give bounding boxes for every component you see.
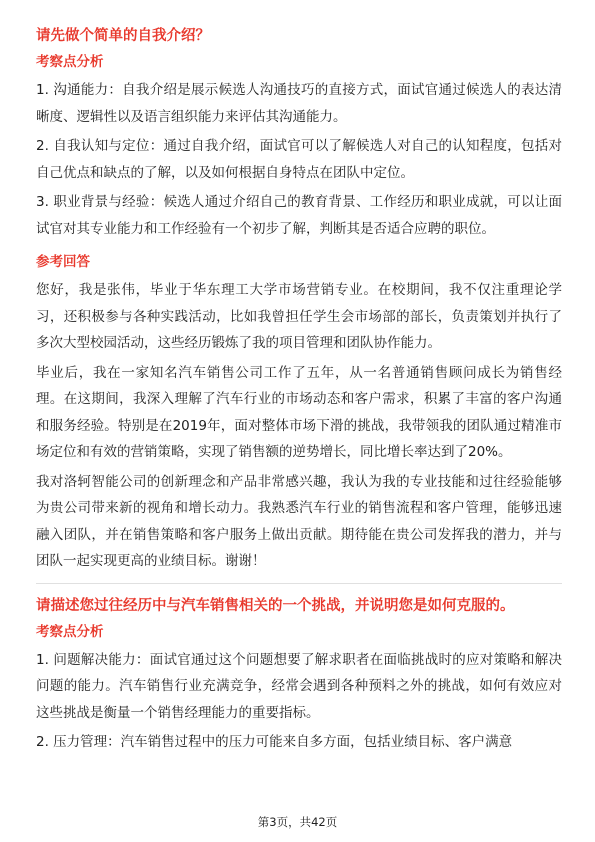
document-page xyxy=(36,26,562,759)
analysis-item: 1. 沟通能力：自我介绍是展示候选人沟通技巧的直接方式，面试官通过候选人的表达清晰度、逻辑性以及语言组织能力来评估其沟通能力。 xyxy=(36,82,562,125)
divider xyxy=(36,583,562,584)
answer-paragraph: 毕业后，我在一家知名汽车销售公司工作了五年，从一名普通销售顾问成长为销售经理。在这期间，我深入理解了汽车行业的市场动态和客户需求，积累了丰富的客户沟通和服务经验。特别是在2019年，面对整体市场下滑的挑战，我带领我的团队通过精准市场定位和有效的营销策略，实现了销售额的逆势增长，同比增长率达到了20%。 xyxy=(36,364,562,460)
analysis-item: 2. 压力管理：汽车销售过程中的压力可能来自多方面，包括业绩目标、客户满意 xyxy=(36,734,513,750)
analysis-heading: 考察点分析 xyxy=(36,623,104,640)
qa-block-2 xyxy=(36,596,562,756)
answer-paragraph: 您好，我是张伟，毕业于华东理工大学市场营销专业。在校期间，我不仅注重理论学习，还积极参与各种实践活动，比如我曾担任学生会市场部的部长，负责策划并执行了多次大型校园活动，这些经历锻炼了我的项目管理和团队协作能力。 xyxy=(36,282,562,351)
answer-heading: 参考回答 xyxy=(36,254,90,270)
question-title: 请先做个简单的自我介绍？ xyxy=(36,28,210,44)
answer-paragraph: 我对洛轲智能公司的创新理念和产品非常感兴趣，我认为我的专业技能和过往经验能够为贵公司带来新的视角和增长动力。我熟悉汽车行业的销售流程和客户管理，能够迅速融入团队，并在销售策略和客户服务上做出贡献。期待能在贵公司发挥我的潜力，并与团队一起实现更高的业绩目标。谢谢！ xyxy=(36,473,562,569)
analysis-item: 1. 问题解决能力：面试官通过这个问题想要了解求职者在面临挑战时的应对策略和解决问题的能力。汽车销售行业充满竞争，经常会遇到各种预料之外的挑战，如何有效应对这些挑战是衡量一个销售经理能力的重要指标。 xyxy=(36,651,562,721)
qa-block-1 xyxy=(36,26,562,575)
page-number: 第3页，共42页 xyxy=(257,815,338,829)
question-title: 请描述您过往经历中与汽车销售相关的一个挑战，并说明您是如何克服的。 xyxy=(36,597,515,614)
analysis-item: 3. 职业背景与经验：候选人通过介绍自己的教育背景、工作经历和职业成就，可以让面试官对其专业能力和工作经验有一个初步了解，判断其是否适合应聘的职位。 xyxy=(36,194,562,237)
analysis-heading: 考察点分析 xyxy=(36,54,104,70)
analysis-item: 2. 自我认知与定位：通过自我介绍，面试官可以了解候选人对自己的认知程度，包括对自己优点和缺点的了解，以及如何根据自身特点在团队中定位。 xyxy=(36,138,562,181)
